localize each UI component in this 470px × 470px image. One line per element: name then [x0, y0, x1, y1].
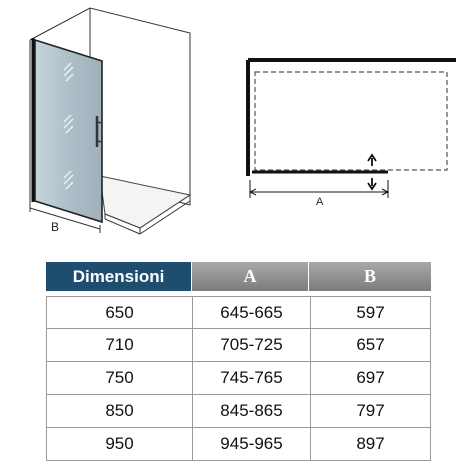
table-row: [46, 329, 431, 362]
dimension-b-label: B: [51, 220, 60, 234]
cell-dimensione: 850: [47, 395, 193, 427]
table-row: [46, 296, 431, 329]
cell-dimensione: 750: [47, 362, 193, 394]
top-view: [248, 60, 456, 198]
cell-a: 745-765: [193, 362, 311, 394]
cell-b: 897: [356, 434, 385, 453]
cell-dimensione: 650: [47, 297, 193, 328]
cell-dimensione: 950: [47, 428, 193, 460]
header-a: A: [192, 262, 308, 291]
header-b: B: [309, 262, 431, 291]
dimension-a-label: A: [316, 196, 324, 208]
header-dimensioni: Dimensioni: [46, 262, 191, 291]
dimensions-table: [46, 262, 431, 461]
cell-b: 657: [356, 335, 385, 354]
table-header: [46, 262, 431, 291]
cell-a: 645-665: [193, 297, 311, 328]
cell-a: 845-865: [193, 395, 311, 427]
table-row: [46, 395, 431, 428]
cell-a: 705-725: [193, 329, 311, 361]
cell-a: 945-965: [193, 428, 311, 460]
cell-b: 597: [356, 302, 385, 322]
cell-dimensione: 710: [47, 329, 193, 361]
cell-b: 797: [356, 401, 385, 420]
table-row: [46, 428, 431, 461]
table-row: [46, 362, 431, 395]
cell-b: 697: [356, 368, 385, 387]
